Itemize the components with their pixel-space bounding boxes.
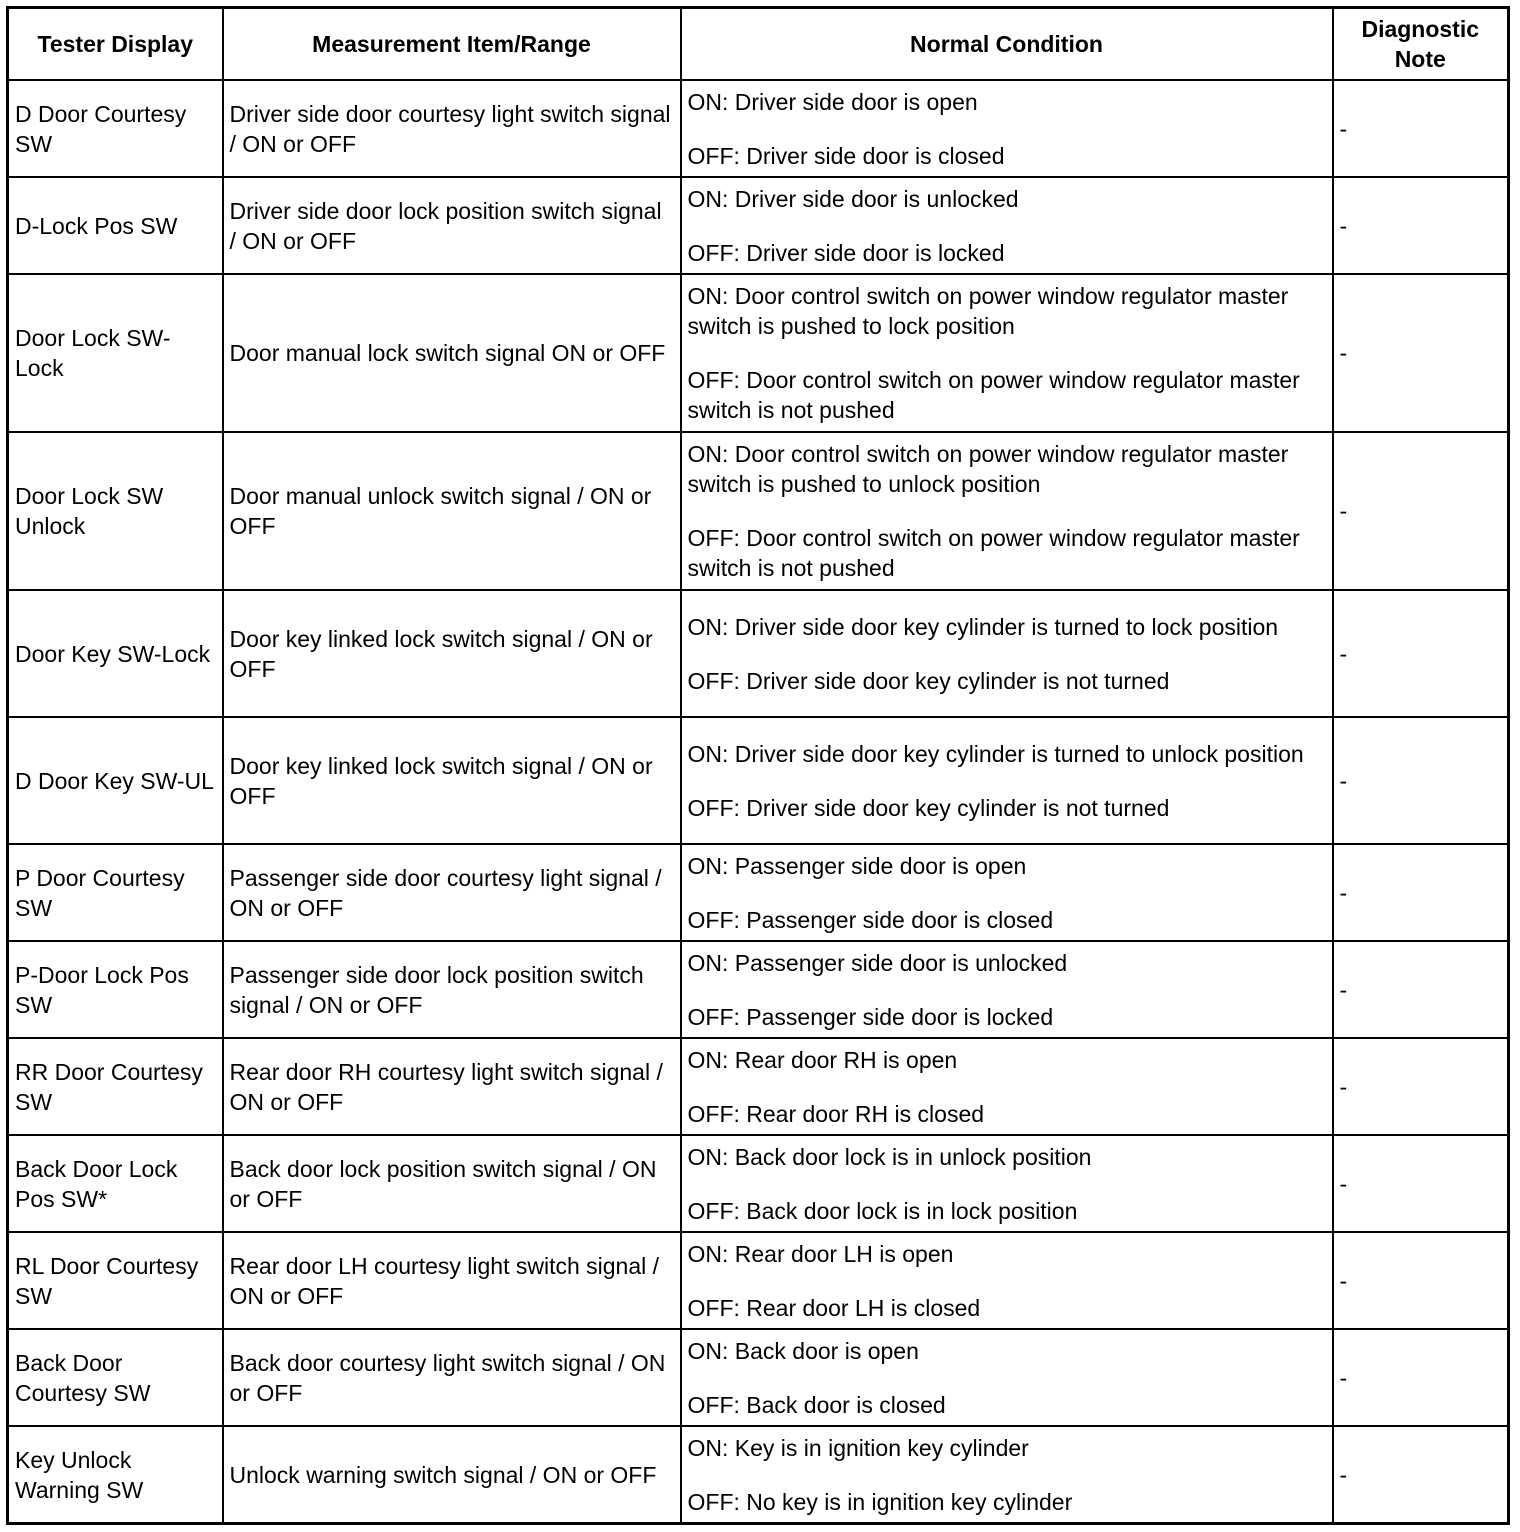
condition-off-text: OFF: No key is in ignition key cylinder <box>687 1488 1073 1515</box>
table-row <box>8 177 1509 274</box>
condition-on-text: ON: Door control switch on power window regulator master switch is pushed to lock position <box>687 283 1289 339</box>
normal-condition-cell <box>681 1135 1333 1232</box>
normal-condition-cell <box>681 274 1333 432</box>
diagnostic-note-cell: - <box>1333 844 1509 941</box>
diagnostic-note-cell: - <box>1333 432 1509 590</box>
tester-display-cell: Back Door Courtesy SW <box>8 1329 223 1426</box>
condition-on-text: ON: Back door is open <box>687 1337 919 1364</box>
diagnostic-note-cell: - <box>1333 590 1509 717</box>
measurement-item-cell: Driver side door lock position switch signal / ON or OFF <box>223 177 681 274</box>
normal-condition-cell <box>681 1038 1333 1135</box>
condition-off-text: OFF: Door control switch on power window regulator master switch is not pushed <box>687 367 1300 423</box>
tester-display-cell: D-Lock Pos SW <box>8 177 223 274</box>
table-row <box>8 1426 1509 1524</box>
diagnostic-note-cell: - <box>1333 717 1509 844</box>
table-row <box>8 80 1509 177</box>
tester-display-cell: RR Door Courtesy SW <box>8 1038 223 1135</box>
header-measurement-item: Measurement Item/Range <box>223 8 681 81</box>
condition-off-text: OFF: Driver side door is closed <box>687 142 1005 169</box>
diagnostic-note-cell: - <box>1333 1426 1509 1524</box>
table-row <box>8 1329 1509 1426</box>
tester-display-cell: D Door Key SW-UL <box>8 717 223 844</box>
header-normal-condition: Normal Condition <box>681 8 1333 81</box>
measurement-item-cell: Door manual unlock switch signal / ON or OFF <box>223 432 681 590</box>
diagnostic-note-cell: - <box>1333 1135 1509 1232</box>
condition-on-text: ON: Driver side door is open <box>687 88 978 115</box>
measurement-item-cell: Passenger side door courtesy light signal / ON or OFF <box>223 844 681 941</box>
normal-condition-cell <box>681 177 1333 274</box>
normal-condition-cell <box>681 590 1333 717</box>
condition-off-text: OFF: Driver side door key cylinder is not turned <box>687 667 1170 694</box>
condition-on-text: ON: Passenger side door is unlocked <box>687 949 1068 976</box>
measurement-item-cell: Unlock warning switch signal / ON or OFF <box>223 1426 681 1524</box>
normal-condition-cell <box>681 432 1333 590</box>
measurement-item-cell: Door key linked lock switch signal / ON or OFF <box>223 590 681 717</box>
measurement-item-cell: Driver side door courtesy light switch signal / ON or OFF <box>223 80 681 177</box>
table-row <box>8 941 1509 1038</box>
diagnostic-note-cell: - <box>1333 274 1509 432</box>
condition-on-text: ON: Driver side door key cylinder is turned to unlock position <box>687 740 1304 767</box>
normal-condition-cell <box>681 1232 1333 1329</box>
tester-display-cell: Door Key SW-Lock <box>8 590 223 717</box>
table-row <box>8 844 1509 941</box>
diagnostic-note-cell: - <box>1333 1232 1509 1329</box>
normal-condition-cell <box>681 941 1333 1038</box>
condition-on-text: ON: Rear door LH is open <box>687 1240 954 1267</box>
normal-condition-cell <box>681 1329 1333 1426</box>
normal-condition-cell <box>681 717 1333 844</box>
header-diagnostic-note: Diagnostic Note <box>1333 8 1509 81</box>
condition-on-text: ON: Key is in ignition key cylinder <box>687 1434 1029 1461</box>
condition-off-text: OFF: Passenger side door is closed <box>687 906 1054 933</box>
table-row <box>8 1135 1509 1232</box>
condition-on-text: ON: Rear door RH is open <box>687 1046 958 1073</box>
measurement-item-cell: Back door lock position switch signal / ON or OFF <box>223 1135 681 1232</box>
condition-off-text: OFF: Driver side door is locked <box>687 239 1005 266</box>
table-row <box>8 717 1509 844</box>
condition-on-text: ON: Driver side door is unlocked <box>687 185 1019 212</box>
measurement-item-cell: Rear door RH courtesy light switch signal / ON or OFF <box>223 1038 681 1135</box>
table-row <box>8 1038 1509 1135</box>
measurement-item-cell: Rear door LH courtesy light switch signal / ON or OFF <box>223 1232 681 1329</box>
diagnostic-note-cell: - <box>1333 80 1509 177</box>
tester-display-cell: D Door Courtesy SW <box>8 80 223 177</box>
normal-condition-cell <box>681 844 1333 941</box>
measurement-item-cell: Back door courtesy light switch signal / ON or OFF <box>223 1329 681 1426</box>
tester-display-cell: Door Lock SW-Lock <box>8 274 223 432</box>
tester-display-cell: Back Door Lock Pos SW* <box>8 1135 223 1232</box>
condition-on-text: ON: Door control switch on power window regulator master switch is pushed to unlock position <box>687 441 1289 497</box>
tester-display-cell: P-Door Lock Pos SW <box>8 941 223 1038</box>
measurement-item-cell: Passenger side door lock position switch signal / ON or OFF <box>223 941 681 1038</box>
condition-off-text: OFF: Back door is closed <box>687 1391 946 1418</box>
condition-off-text: OFF: Back door lock is in lock position <box>687 1197 1078 1224</box>
condition-off-text: OFF: Door control switch on power window regulator master switch is not pushed <box>687 525 1300 581</box>
header-tester-display: Tester Display <box>8 8 223 81</box>
condition-off-text: OFF: Passenger side door is locked <box>687 1003 1054 1030</box>
tester-display-cell: RL Door Courtesy SW <box>8 1232 223 1329</box>
condition-off-text: OFF: Driver side door key cylinder is not turned <box>687 794 1170 821</box>
data-list-table <box>6 6 1510 1525</box>
diagnostic-note-cell: - <box>1333 1038 1509 1135</box>
measurement-item-cell: Door key linked lock switch signal / ON or OFF <box>223 717 681 844</box>
condition-on-text: ON: Driver side door key cylinder is turned to lock position <box>687 613 1279 640</box>
condition-on-text: ON: Back door lock is in unlock position <box>687 1143 1092 1170</box>
tester-display-cell: Key Unlock Warning SW <box>8 1426 223 1524</box>
table-row <box>8 432 1509 590</box>
condition-off-text: OFF: Rear door RH is closed <box>687 1100 985 1127</box>
diagnostic-note-cell: - <box>1333 177 1509 274</box>
table-row <box>8 1232 1509 1329</box>
normal-condition-cell <box>681 80 1333 177</box>
measurement-item-cell: Door manual lock switch signal ON or OFF <box>223 274 681 432</box>
tester-display-cell: Door Lock SW Unlock <box>8 432 223 590</box>
condition-off-text: OFF: Rear door LH is closed <box>687 1294 981 1321</box>
normal-condition-cell <box>681 1426 1333 1524</box>
header-row <box>8 8 1509 81</box>
diagnostic-note-cell: - <box>1333 941 1509 1038</box>
condition-on-text: ON: Passenger side door is open <box>687 852 1027 879</box>
table-row <box>8 590 1509 717</box>
table-row <box>8 274 1509 432</box>
tester-display-cell: P Door Courtesy SW <box>8 844 223 941</box>
diagnostic-note-cell: - <box>1333 1329 1509 1426</box>
